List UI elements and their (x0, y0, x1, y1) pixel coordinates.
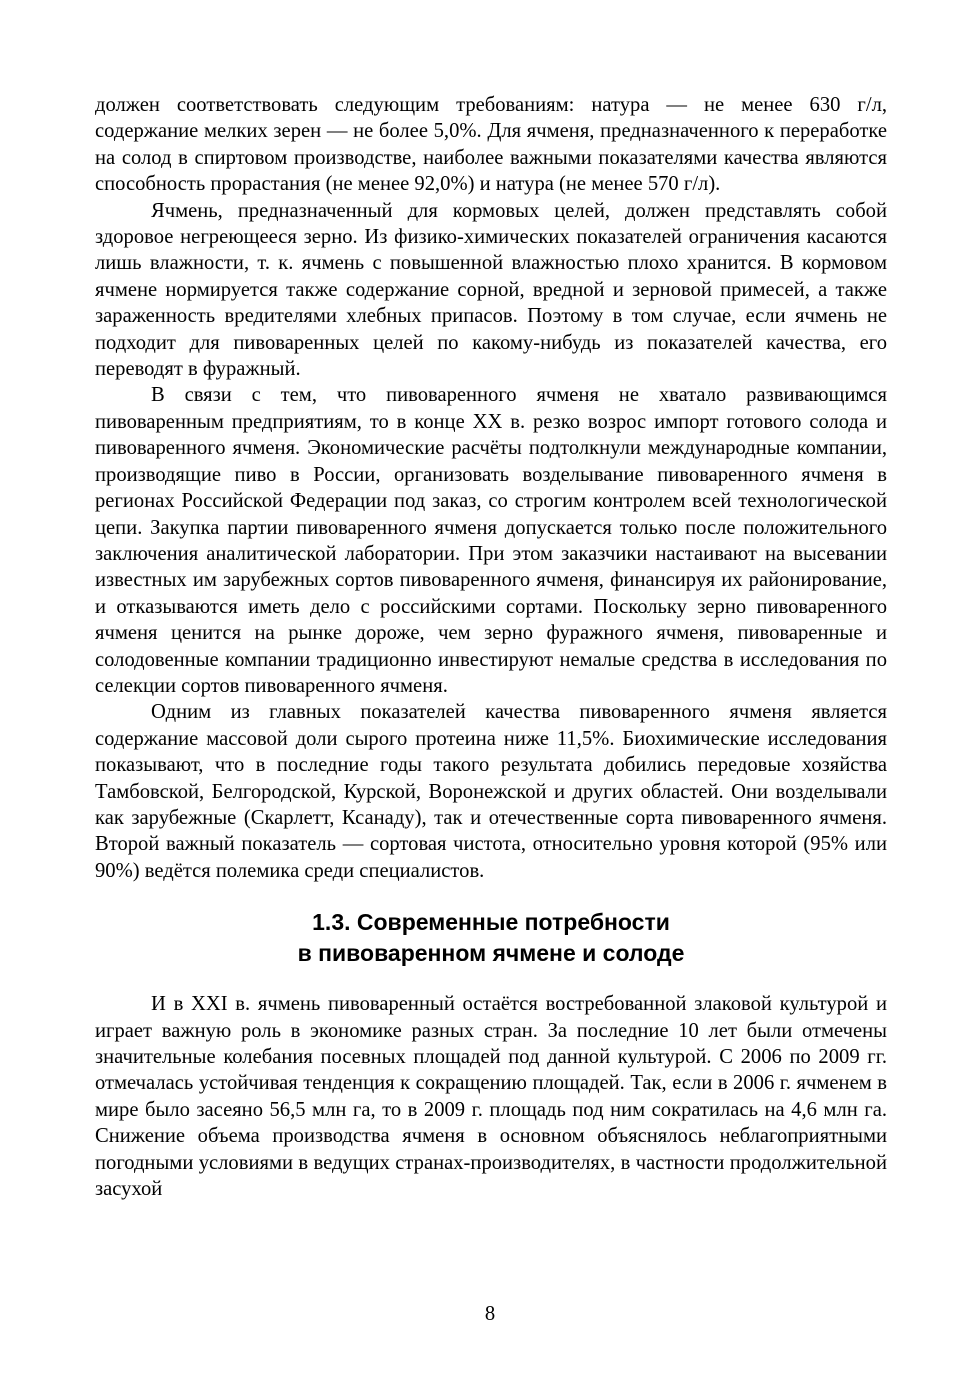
section-heading-line-2: в пивоваренном ячмене и солоде (297, 940, 685, 967)
paragraph-protein: Одним из главных показателей качества пивоваренного ячменя является содержание массовой доли сырого протеина ниже 11,5%. Биохимические исследования показывают, что в последние годы такого результата добились передовые хозяйства Тамбовской, Белгородской, Курской, Воронежской и других областей. Они возделывали как зарубежные (Скарлетт, Ксанаду), так и отечественные сорта пивоваренного ячменя. Второй важный показатель — сортовая чистота, относительно уровня которой (95% или 90%) ведётся полемика среди специалистов. (95, 701, 887, 882)
paragraph-feed-barley: Ячмень, предназначенный для кормовых целей, должен представлять собой здоровое негреющееся зерно. Из физико-химических показателей ограничения касаются лишь влажности, т. к. ячмень с повышенной влажностью плохо хранится. В кормовом ячмене нормируется также содержание сорной, вредной и зерновой примесей, а также зараженность вредителями хлебных припасов. Поэтому в том случае, если ячмень не подходит для пивоваренных целей по какому-нибудь из показателей качества, его переводят в фуражный. (95, 199, 887, 381)
paragraph-section-intro: И в XXI в. ячмень пивоваренный остаётся востребованной злаковой культурой и играет важную роль в экономике разных стран. За последние 10 лет были отмечены значительные колебания посевных площадей под данной культурой. С 2006 по 2009 гг. отмечалась устойчивая тенденция к сокращению площадей. Так, если в 2006 г. ячменем в мире было засеяно 56,5 млн га, то в 2009 г. площадь под ним сократилась на 4,6 млн га. Снижение объема производства ячменя в основном объяснялось неблагоприятными погодными условиями в ведущих странах-производителях, в частности продолжительной засухой (95, 993, 887, 1201)
paragraph-import: В связи с тем, что пивоваренного ячменя не хватало развивающимся пивоваренным предприятиям, то в конце XX в. резко возрос импорт готового солода и пивоваренного ячменя. Экономические расчёты подтолкнули международные компании, производящие пиво в России, организовать возделывание пивоваренного ячменя в регионах Российской Федерации под заказ, со строгим контролем всей технологической цепи. Закупка партии пивоваренного ячменя допускается только после положительного заключения аналитической лаборатории. При этом заказчики настаивают на высевании известных им зарубежных сортов пивоваренного ячменя, финансируя их районирование, и отказываются иметь дело с российскими сортами. Поскольку зерно пивоваренного ячменя ценится на рынке дороже, чем зерно фуражного ячменя, пивоваренные и солодовенные компании традиционно инвестируют немалые средства в исследования по селекции сортов пивоваренного ячменя. (95, 384, 887, 697)
paragraph-continuation: должен соответствовать следующим требованиям: натура — не менее 630 г/л, содержание мелких зерен — не более 5,0%. Для ячменя, предназначенного к переработке на солод в спиртовом производстве, наиболее важными показателями качества являются способность прорастания (не менее 92,0%) и натура (не менее 570 г/л). (95, 94, 887, 196)
page-number: 8 (484, 1303, 496, 1325)
page-content (95, 92, 887, 1202)
section-heading-line-1: 1.3. Современные потребности (312, 909, 670, 936)
section-heading (95, 907, 887, 969)
